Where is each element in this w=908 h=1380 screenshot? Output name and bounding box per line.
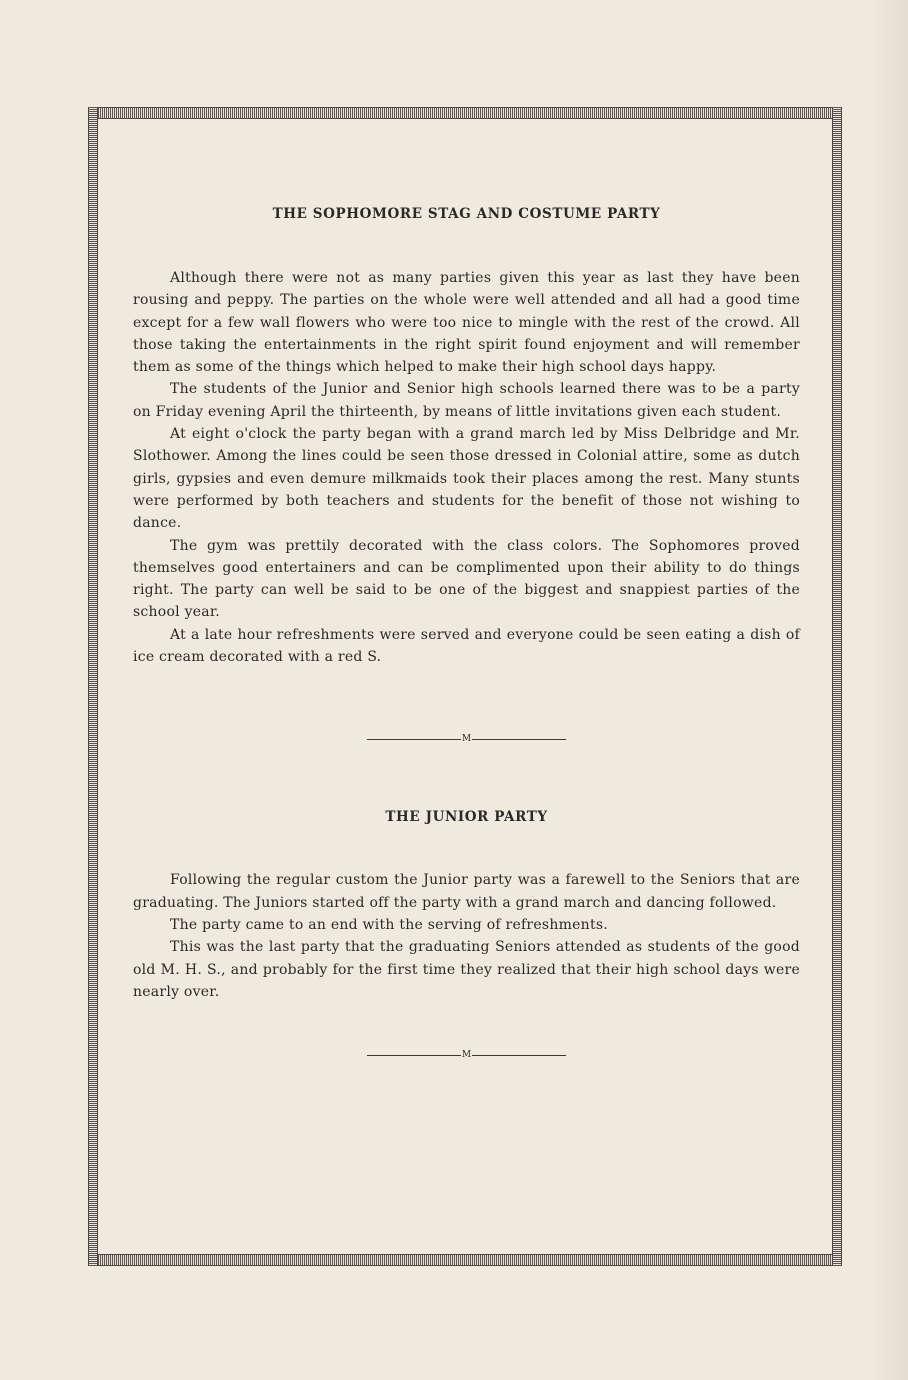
page-edge-shadow <box>868 0 908 1380</box>
paragraph: The students of the Junior and Senior high schools learned there was to be a party on Friday evening April the thirteenth, by means of little invitations given each student. <box>133 381 800 420</box>
paragraph: At eight o'clock the party began with a grand march led by Miss Delbridge and Mr. Slothower. Among the lines could be seen those dressed in Colonial attire, some as dutch girls, gypsies and even demure milkmaids took their places among the rest. Many stunts were performed by both teachers and students for the benefit of those not wishing to dance. <box>133 426 800 532</box>
paragraph: At a late hour refreshments were served and everyone could be seen eating a dish of ice cream decorated with a red S. <box>133 626 800 666</box>
paragraph: This was the last party that the graduating Seniors attended as students of the good old M. H. S., and probably for the first time they realized that their high school days were nearly over. <box>133 939 800 1000</box>
divider-mark: M <box>461 1050 472 1061</box>
ornamental-border-left <box>88 107 98 1266</box>
divider-rule-left <box>367 739 461 740</box>
section-divider <box>133 734 800 744</box>
paragraph: The party came to an end with the serving of refreshments. <box>170 916 608 933</box>
ornamental-border-top <box>88 107 840 119</box>
divider-rule-right <box>472 739 566 740</box>
paragraph: The gym was prettily decorated with the class colors. The Sophomores proved themselves good entertainers and can be complimented upon their ability to do things right. The party can well be said to be one of the biggest and snappiest parties of the school year. <box>133 537 800 621</box>
ornamental-border-bottom <box>88 1254 840 1266</box>
page-content <box>133 200 800 1060</box>
section-title-junior-party: THE JUNIOR PARTY <box>385 809 548 826</box>
section-divider <box>133 1050 800 1060</box>
ornamental-border-right <box>832 107 842 1266</box>
section-title-sophomore-party: THE SOPHOMORE STAG AND COSTUME PARTY <box>272 206 661 222</box>
divider-rule-right <box>472 1055 566 1056</box>
paragraph: Although there were not as many parties given this year as last they have been rousing and peppy. The parties on the whole were well attended and all had a good time except for a few wall flowers who were too nice to mingle with the rest of the crowd. All those taking the entertainments in the right spirit found enjoyment and will remember them as some of the things which helped to make their high school days happy. <box>133 270 800 376</box>
section-body-sophomore-party <box>133 267 800 668</box>
paragraph: Following the regular custom the Junior party was a farewell to the Seniors that are graduating. The Juniors started off the party with a grand march and dancing followed. <box>133 872 800 911</box>
divider-rule-left <box>367 1055 461 1056</box>
divider-mark: M <box>461 734 472 745</box>
section-body-junior-party <box>133 869 800 1003</box>
